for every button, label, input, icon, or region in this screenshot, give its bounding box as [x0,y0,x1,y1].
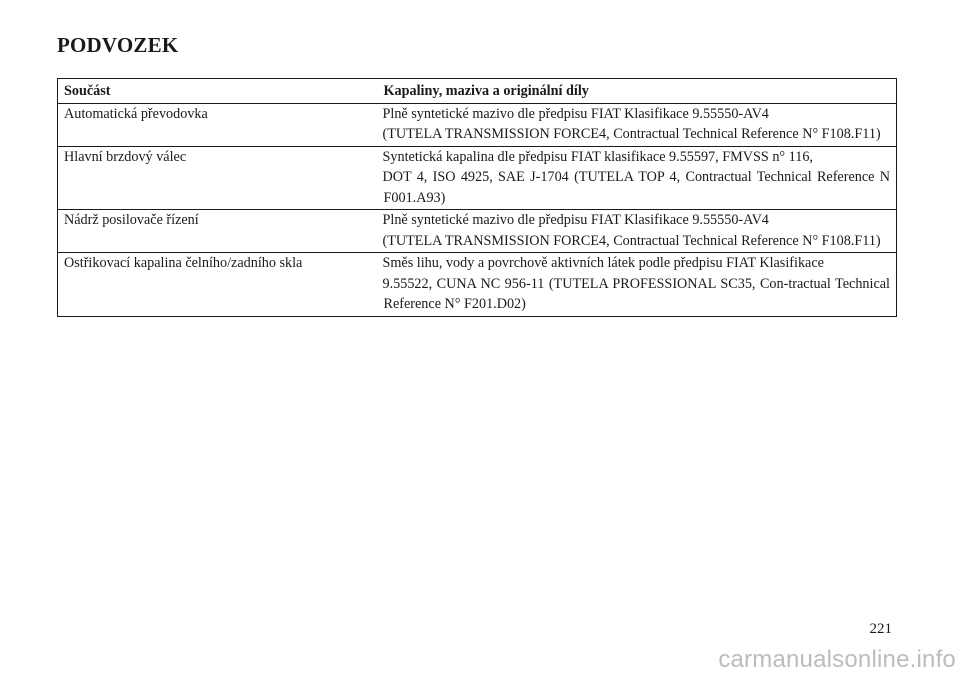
page-number: 221 [869,621,892,637]
watermark-text: carmanualsonline.info [718,646,956,673]
fluid-spec-cell [378,253,897,317]
component-cell: Automatická převodovka [58,103,378,146]
fluid-spec-continuation: 9.55522, CUNA NC 956-11 (TUTELA PROFESSIONAL SC35, Con-tractual Technical Reference N° F201.D02) [382,275,890,312]
table-row [58,103,897,146]
fluid-spec-line: Plně syntetické mazivo dle předpisu FIAT Klasifikace 9.55550-AV4 [382,212,769,228]
component-cell: Nádrž posilovače řízení [58,210,378,253]
fluid-spec-continuation: (TUTELA TRANSMISSION FORCE4, Contractual Technical Reference N° F108.F11) [382,232,881,249]
fluid-spec-line: Směs lihu, vody a povrchově aktivních látek podle předpisu FIAT Klasifikace [382,255,824,271]
column-header-component: Součást [58,79,378,104]
table-row [58,146,897,210]
table-row [58,210,897,253]
fluid-spec-continuation: (TUTELA TRANSMISSION FORCE4, Contractual Technical Reference N° F108.F11) [382,126,881,142]
table-header-row [58,79,897,104]
column-header-fluids: Kapaliny, maziva a originální díly [378,79,897,104]
section-title: PODVOZEK [57,33,179,57]
fluid-spec-line: Syntetická kapalina dle předpisu FIAT klasifikace 9.55597, FMVSS n° 116, [382,148,813,165]
fluid-spec-continuation: DOT 4, ISO 4925, SAE J-1704 (TUTELA TOP 4, Contractual Technical Reference N F001.A93) [382,169,890,206]
fluids-table [57,78,897,317]
fluid-spec-line: Plně syntetické mazivo dle předpisu FIAT Klasifikace 9.55550-AV4 [382,105,769,122]
component-cell: Hlavní brzdový válec [58,146,378,210]
table-row [58,253,897,317]
fluid-spec-cell [378,210,897,253]
fluid-spec-cell [378,103,897,146]
component-cell: Ostřikovací kapalina čelního/zadního skla [58,253,378,317]
fluid-spec-cell [378,146,897,210]
